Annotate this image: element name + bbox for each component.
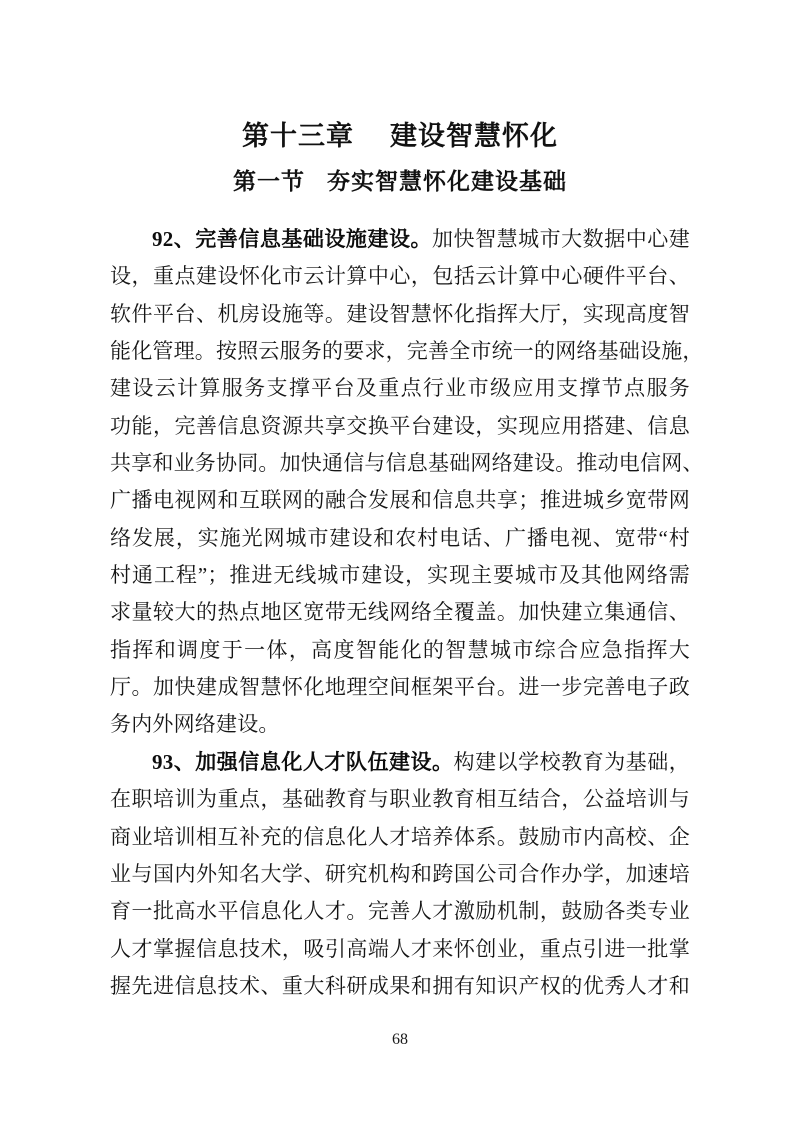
text-line: 能化管理。按照云服务的要求，完善全市统一的网络基础设施， bbox=[110, 339, 704, 364]
text-line: 设，重点建设怀化市云计算中心，包括云计算中心硬件平台、 bbox=[110, 264, 690, 289]
text-line: 育一批高水平信息化人才。完善人才激励机制，鼓励各类专业 bbox=[110, 899, 690, 924]
text-block bbox=[110, 121, 704, 1005]
body-text bbox=[110, 221, 704, 1005]
text-line: 业与国内外知名大学、研究机构和跨国公司合作办学，加速培 bbox=[110, 861, 690, 886]
section-number: 第一节 bbox=[233, 169, 305, 194]
text-line: 务内外网络建设。 bbox=[110, 712, 280, 737]
text-line: 指挥和调度于一体，高度智能化的智慧城市综合应急指挥大 bbox=[110, 637, 690, 662]
text-line: 村通工程”；推进无线城市建设，实现主要城市及其他网络需 bbox=[110, 563, 690, 588]
text-line: 软件平台、机房设施等。建设智慧怀化指挥大厅，实现高度智 bbox=[110, 301, 690, 326]
paragraph-92 bbox=[110, 221, 704, 744]
paragraph-lead-bold: 92、完善信息基础设施建设。 bbox=[152, 227, 433, 251]
text-line: 在职培训为重点，基础教育与职业教育相互结合，公益培训与 bbox=[110, 787, 690, 812]
section-title-text: 夯实智慧怀化建设基础 bbox=[327, 169, 567, 194]
text-line: 功能，完善信息资源共享交换平台建设，实现应用搭建、信息 bbox=[110, 413, 690, 438]
text-line: 92、完善信息基础设施建设。加快智慧城市大数据中心建 bbox=[152, 227, 690, 251]
paragraph-lead-bold: 93、加强信息化人才队伍建设。 bbox=[152, 749, 454, 774]
text-line: 建设云计算服务支撑平台及重点行业市级应用支撑节点服务 bbox=[110, 376, 690, 401]
chapter-title-text: 建设智慧怀化 bbox=[390, 121, 558, 151]
paragraph-93 bbox=[110, 744, 690, 1005]
chapter-number: 第十三章 bbox=[242, 121, 354, 151]
text-line: 93、加强信息化人才队伍建设。构建以学校教育为基础， bbox=[152, 749, 690, 774]
section-title bbox=[110, 168, 690, 196]
chapter-title bbox=[110, 121, 690, 152]
text-line: 握先进信息技术、重大科研成果和拥有知识产权的优秀人才和 bbox=[110, 973, 690, 998]
text-line: 求量较大的热点地区宽带无线网络全覆盖。加快建立集通信、 bbox=[110, 600, 690, 625]
text-line: 共享和业务协同。加快通信与信息基础网络建设。推动电信网、 bbox=[110, 451, 704, 476]
text-line: 络发展，实施光网城市建设和农村电话、广播电视、宽带“村 bbox=[110, 525, 690, 550]
page-number: 68 bbox=[392, 1031, 408, 1048]
text-line: 厅。加快建成智慧怀化地理空间框架平台。进一步完善电子政 bbox=[110, 675, 690, 700]
text-line: 广播电视网和互联网的融合发展和信息共享；推进城乡宽带网 bbox=[110, 488, 690, 513]
text-line: 商业培训相互补充的信息化人才培养体系。鼓励市内高校、企 bbox=[110, 824, 690, 849]
text-line: 人才掌握信息技术，吸引高端人才来怀创业，重点引进一批掌 bbox=[110, 936, 690, 961]
